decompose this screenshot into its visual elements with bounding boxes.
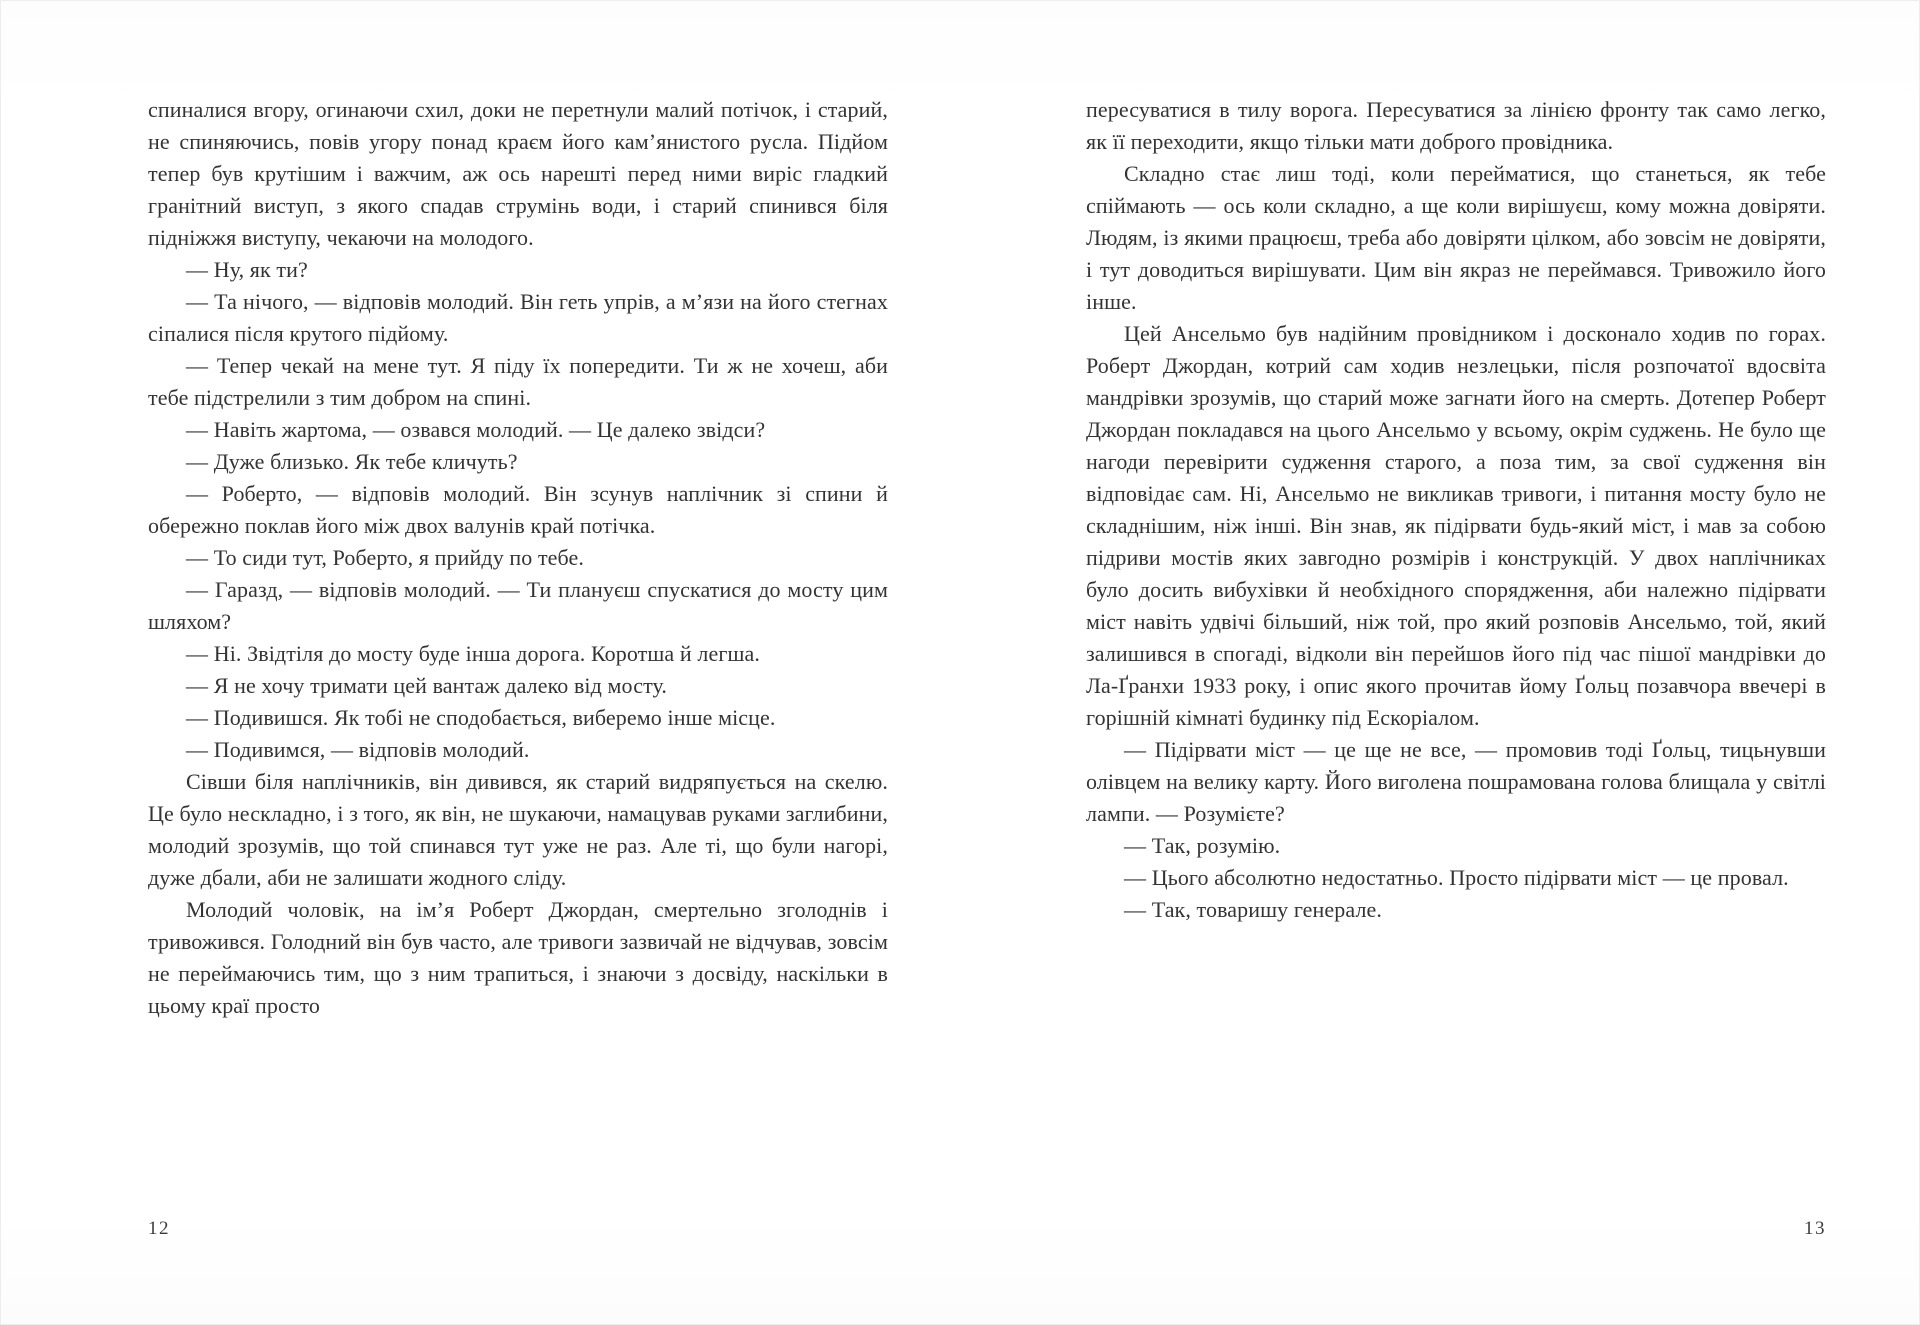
left-page-text [148,94,888,1022]
paragraph: — Дуже близько. Як тебе кличуть? [186,449,518,474]
paragraph: — Подивишся. Як тобі не сподобається, виберемо інше місце. [186,705,776,730]
left-page-number: 12 [148,1218,170,1239]
right-page-number: 13 [1804,1218,1826,1239]
paragraph: пересуватися в тилу ворога. Пересуватися за лінією фронту так само легко, як її переходити, якщо тільки мати доброго провідника. [1086,97,1826,154]
paragraph: Сівши біля наплічників, він дивився, як старий видряпується на скелю. Це було нескладно, і з того, як він, не шукаючи, намацував руками заглибини, молодий зрозумів, що той спинався тут уже не раз. Але ті, що були нагорі, дуже дбали, аби не залишати жодного сліду. [148,769,888,890]
paragraph: — Ні. Звідтіля до мосту буде інша дорога. Коротша й легша. [186,641,760,666]
paragraph: — Цього абсолютно недостатньо. Просто підірвати міст — це провал. [1124,865,1789,890]
paragraph: — Так, розумію. [1124,833,1281,858]
paragraph: — Гаразд, — відповів молодий. — Ти плануєш спускатися до мосту цим шляхом? [148,577,888,634]
paragraph: — Підірвати міст — це ще не все, — промовив тоді Ґольц, тицьнувши олівцем на велику карту. Його виголена пошрамована голова блищала у світлі лампи. — Розумієте? [1086,737,1826,826]
left-page [148,94,888,1274]
paragraph: — Та нічого, — відповів молодий. Він геть упрів, а м’язи на його стегнах сіпалися після крутого підйому. [148,289,888,346]
paragraph: — Я не хочу тримати цей вантаж далеко від мосту. [186,673,667,698]
paragraph: — То сиди тут, Роберто, я прийду по тебе. [186,545,585,570]
paragraph: — Подивимся, — відповів молодий. [186,737,530,762]
paragraph: Цей Ансельмо був надійним провідником і досконало ходив по горах. Роберт Джордан, котрий сам ходив незлецьки, після розпочатої вдосвіта мандрівки зрозумів, що старий може загнати його на смерть. Дотепер Роберт Джордан покладався на цього Ансельмо у всьому, окрім суджень. Не було ще нагоди перевірити судження старого, а поза тим, за свої судження він відповідає сам. Ні, Ансельмо не викликав тривоги, і питання мосту було не складнішим, ніж інші. Він знав, як підірвати будь-який міст, і мав за собою підриви мостів яких завгодно розмірів і конструкцій. У двох наплічниках було досить вибухівки й необхідного спорядження, аби належно підірвати міст навіть удвічі більший, ніж той, про який розповів Ансельмо, той, який залишився в спогаді, відколи він перейшов його під час пішої мандрівки до Ла-Ґранхи 1933 року, і опис якого прочитав йому Ґольц позавчора ввечері в горішній кімнаті будинку під Ескоріалом. [1086,321,1826,730]
paragraph: — Роберто, — відповів молодий. Він зсунув наплічник зі спини й обережно поклав його між двох валунів край потічка. [148,481,888,538]
paragraph: Складно стає лиш тоді, коли перейматися, що станеться, як тебе спіймають — ось коли складно, а ще коли вирішуєш, кому можна довіряти. Людям, із якими працюєш, треба або довіряти цілком, або зовсім не довіряти, і тут доводиться вирішувати. Цим він якраз не переймався. Тривожило його інше. [1086,161,1826,314]
paragraph: — Тепер чекай на мене тут. Я піду їх попередити. Ти ж не хочеш, аби тебе підстрелили з тим добром на спині. [148,353,888,410]
paragraph: — Навіть жартома, — озвався молодий. — Це далеко звідси? [186,417,766,442]
paragraph: Молодий чоловік, на ім’я Роберт Джордан, смертельно зголоднів і тривожився. Голодний він був часто, але тривоги зазвичай не відчував, зовсім не переймаючись тим, що з ним трапиться, і знаючи з досвіду, наскільки в цьому краї просто [148,897,888,1018]
paragraph: — Ну, як ти? [186,257,308,282]
paragraph: — Так, товаришу генерале. [1124,897,1382,922]
right-page-text [1086,94,1826,926]
right-page [1086,94,1826,1274]
paragraph: спиналися вгору, огинаючи схил, доки не перетнули малий потічок, і старий, не спиняючись, повів угору понад краєм його кам’янистого русла. Підйом тепер був крутішим і важчим, аж ось нарешті перед ними виріс гладкий гранітний виступ, з якого спадав струмінь води, і старий спинився біля підніжжя виступу, чекаючи на молодого. [148,97,888,250]
